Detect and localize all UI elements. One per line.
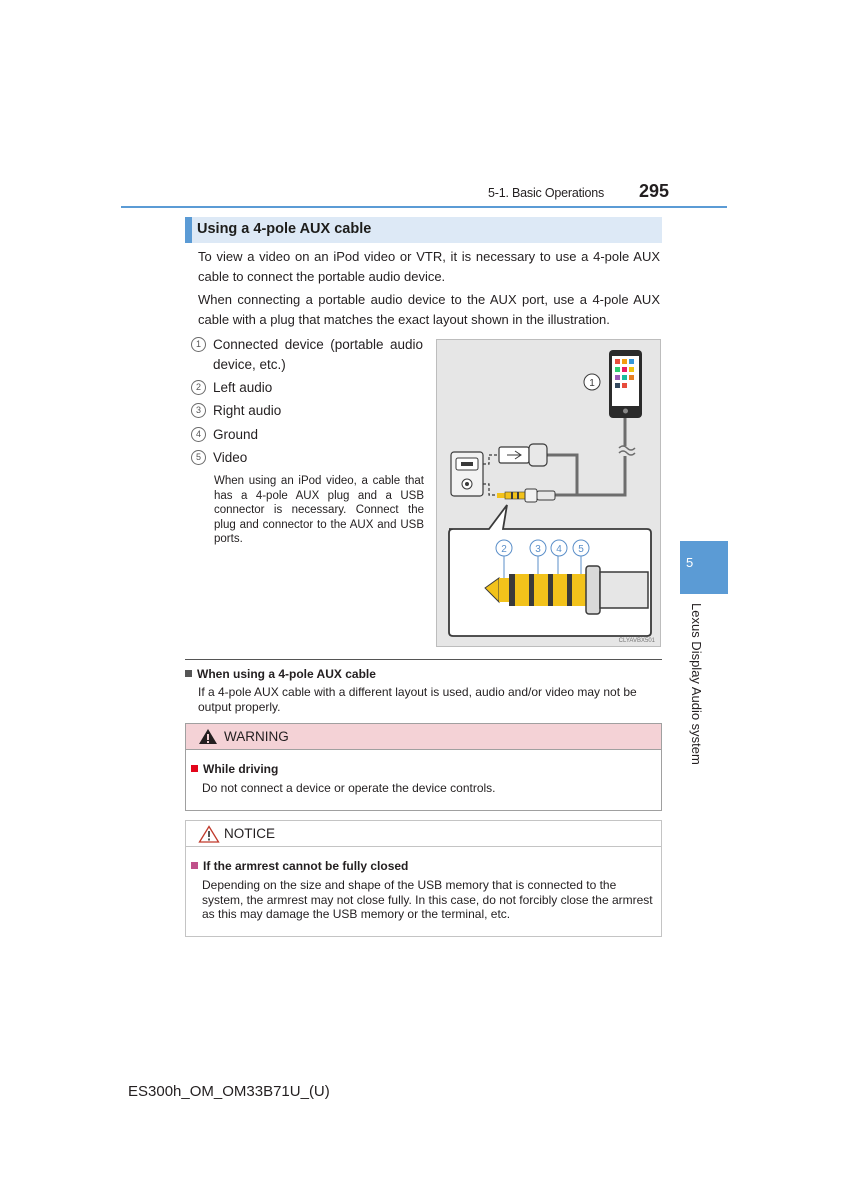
aux-cable-illustration: [436, 339, 661, 647]
legend-item-2: [191, 378, 272, 398]
callout-2: [496, 540, 512, 556]
callout-3: [530, 540, 546, 556]
aux-plug-small-icon: [497, 489, 555, 502]
callout-1: [584, 374, 600, 390]
footer-code: ES300h_OM_OM33B71U_(U): [128, 1083, 330, 1100]
callout-3-label: 3: [535, 544, 541, 555]
legend-number: 4: [191, 427, 206, 442]
notice-box: [185, 820, 662, 937]
section-heading-accent: [185, 217, 192, 243]
intro-paragraph-2: When connecting a portable audio device to the AUX port, use a 4-pole AUX cable with a plug that matches the exact layout shown in the illustration.: [198, 292, 660, 327]
warning-box: [185, 723, 662, 811]
notice-text: Depending on the size and shape of the USB memory that is connected to the system, the armrest may not close fully. In this case, do not forcibly close the armrest as this may damage the USB memory or the terminal, etc.: [202, 878, 653, 921]
section-heading-bar: [185, 217, 662, 243]
legend-item-1: [191, 335, 423, 375]
pink-square-icon: [191, 862, 198, 869]
legend-item-5: [191, 448, 247, 468]
notice-subheading: [191, 859, 408, 873]
legend-number: 2: [191, 380, 206, 395]
chapter-number: 5: [686, 555, 694, 570]
port-panel-icon: [451, 452, 483, 496]
legend-item-4: [191, 425, 258, 445]
aux-note-text: If a 4-pole AUX cable with a different layout is used, audio and/or video may not be output properly.: [198, 685, 637, 714]
callout-5: [573, 540, 589, 556]
legend-text: Video: [213, 450, 248, 465]
legend-text: Left audio: [213, 380, 273, 395]
figure-code: CLYAVBX501: [618, 638, 655, 644]
warning-text: Do not connect a device or operate the device controls.: [202, 781, 496, 795]
portable-device-icon: [609, 350, 642, 418]
usb-connector-icon: [499, 444, 547, 466]
section-title: Using a 4-pole AUX cable: [197, 221, 372, 237]
callout-2-label: 2: [501, 544, 507, 555]
warning-subheading-text: While driving: [203, 762, 279, 776]
page-number: 295: [639, 181, 670, 201]
legend-text: Ground: [213, 427, 259, 442]
square-bullet-icon: [185, 670, 192, 677]
warning-header: [186, 724, 661, 750]
notice-subheading-text: If the armrest cannot be fully closed: [203, 859, 409, 873]
notice-header: [186, 821, 661, 847]
warning-triangle-icon: [198, 728, 218, 745]
warning-subheading: [191, 762, 278, 776]
intro-paragraph-1: To view a video on an iPod video or VTR, it is necessary to use a 4-pole AUX cable to connect the portable audio device.: [198, 249, 660, 284]
callout-5-label: 5: [578, 544, 584, 555]
legend-text: Connected device (portable audio device, etc.): [213, 337, 423, 372]
chapter-title: Lexus Display Audio system: [689, 603, 704, 765]
legend-number: 1: [191, 337, 206, 352]
callout-4: [551, 540, 567, 556]
illustration-svg: [437, 340, 660, 646]
red-square-icon: [191, 765, 198, 772]
legend-text: Right audio: [213, 403, 282, 418]
chapter-tab: [680, 541, 728, 594]
notice-title: NOTICE: [224, 826, 276, 841]
legend-note: When using an iPod video, a cable that has a 4-pole AUX plug and a USB connector is necessary. Connect the plug and connector to the AUX and USB ports.: [214, 475, 424, 545]
legend-item-3: [191, 401, 281, 421]
header-section-title: 5-1. Basic Operations: [488, 186, 604, 200]
aux-note-heading: [185, 667, 376, 681]
warning-title: WARNING: [224, 729, 289, 744]
notice-triangle-icon: [198, 825, 220, 843]
legend-number: 5: [191, 450, 206, 465]
aux-note-heading-text: When using a 4-pole AUX cable: [197, 667, 376, 681]
section-divider: [185, 659, 662, 660]
callout-4-label: 4: [556, 544, 562, 555]
callout-1-label: 1: [589, 378, 595, 389]
legend-number: 3: [191, 403, 206, 418]
header-rule: [121, 206, 727, 208]
